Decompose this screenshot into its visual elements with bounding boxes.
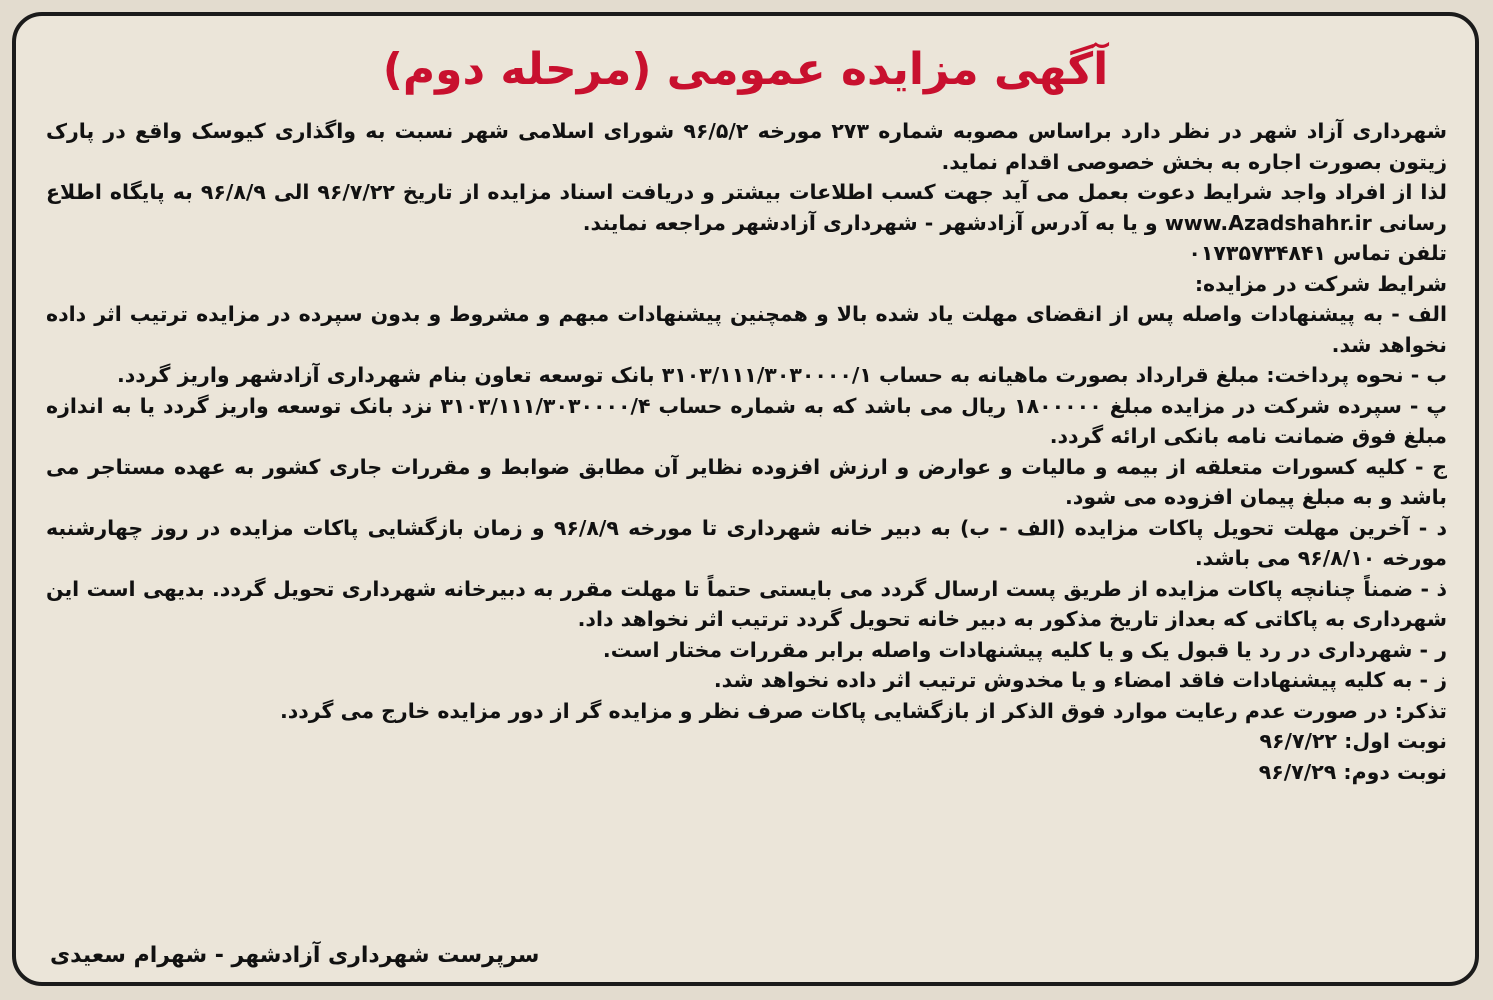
invite-paragraph (46, 177, 1447, 238)
condition-item: ج - کلیه کسورات متعلقه از بیمه و مالیات و عوارض و ارزش افزوده نظایر آن مطابق ضوابط و مقررات جاری کشور به عهده مستاجر می باشد و به مبلغ پیمان افزوده می شود. (46, 454, 1447, 509)
condition-item: ر - شهرداری در رد یا قبول یک و یا کلیه پیشنهادات واصله برابر مقررات مختار است. (602, 637, 1447, 662)
condition-item: د - آخرین مهلت تحویل پاکات مزایده (الف - ب) به دبیر خانه شهرداری تا مورخه ۹۶/۸/۹ و زمان بازگشایی پاکات مزایده در روز چهارشنبه مورخه ۹۶/۸/۱۰ می باشد. (46, 515, 1447, 570)
condition-item: ز - به کلیه پیشنهادات فاقد امضاء و یا مخدوش ترتیب اثر داده نخواهد شد. (713, 668, 1447, 692)
conditions-heading: شرایط شرکت در مزایده: (1194, 271, 1447, 296)
first-publication: نوبت اول: ۹۶/۷/۲۲ (1259, 729, 1447, 753)
website-link[interactable]: www.Azadshahr.ir (1164, 210, 1372, 235)
intro-paragraph: شهرداری آزاد شهر در نظر دارد براساس مصوبه شماره ۲۷۳ مورخه ۹۶/۵/۲ شورای اسلامی شهر نسبت به واگذاری کیوسک واقع در پارک زیتون بصورت اجاره به بخش خصوصی اقدام نماید. (46, 119, 1447, 174)
invite-text-2: و یا به آدرس آزادشهر - شهرداری آزادشهر مراجعه نمایند. (582, 210, 1158, 235)
condition-item: پ - سپرده شرکت در مزایده مبلغ ۱۸۰۰۰۰۰ ریال می باشد که به شماره حساب ۳۱۰۳/۱۱۱/۳۰۳۰۰۰۰/۴ نزد بانک توسعه واریز گردد یا به اندازه مبلغ فوق ضمانت نامه بانکی ارائه گردد. (46, 393, 1448, 448)
notice-title: آگهی مزایده عمومی (مرحله دوم) (382, 44, 1109, 95)
condition-item: ب - نحوه پرداخت: مبلغ قرارداد بصورت ماهیانه به حساب ۳۱۰۳/۱۱۱/۳۰۳۰۰۰۰/۱ بانک توسعه تعاون بنام شهرداری آزادشهر واریز گردد. (116, 363, 1447, 387)
phone-number: تلفن تماس ۰۱۷۳۵۷۳۴۸۴۱ (1188, 241, 1447, 265)
second-publication: نوبت دوم: ۹۶/۷/۲۹ (1258, 759, 1447, 784)
reminder-note: تذکر: در صورت عدم رعایت موارد فوق الذکر از بازگشایی پاکات صرف نظر و مزایده گر از دور مزایده خارج می گردد. (279, 698, 1447, 723)
notice-frame (12, 12, 1479, 986)
condition-item: الف - به پیشنهادات واصله پس از انقضای مهلت یاد شده بالا و همچنین پیشنهادات مبهم و مشروط و بدون سپرده در مزایده ترتیب اثر داده نخواهد شد. (46, 302, 1447, 357)
notice-body (46, 116, 1447, 787)
condition-item: ذ - ضمناً چنانچه پاکات مزایده از طریق پست ارسال گردد می بایستی حتماً تا مهلت مقرر به دبیرخانه شهرداری تحویل گردد. بدیهی است این شهرداری به پاکاتی که بعداز تاریخ مذکور به دبیر خانه تحویل گردد ترتیب اثر نخواهد داد. (46, 576, 1447, 631)
signature-line: سرپرست شهرداری آزادشهر - شهرام سعیدی (50, 943, 540, 968)
invite-text-1: لذا از افراد واجد شرایط دعوت بعمل می آید جهت کسب اطلاعات بیشتر و دریافت اسناد مزایده از تاریخ ۹۶/۷/۲۲ الی ۹۶/۸/۹ به پایگاه اطلاع رسانی (46, 180, 1447, 235)
